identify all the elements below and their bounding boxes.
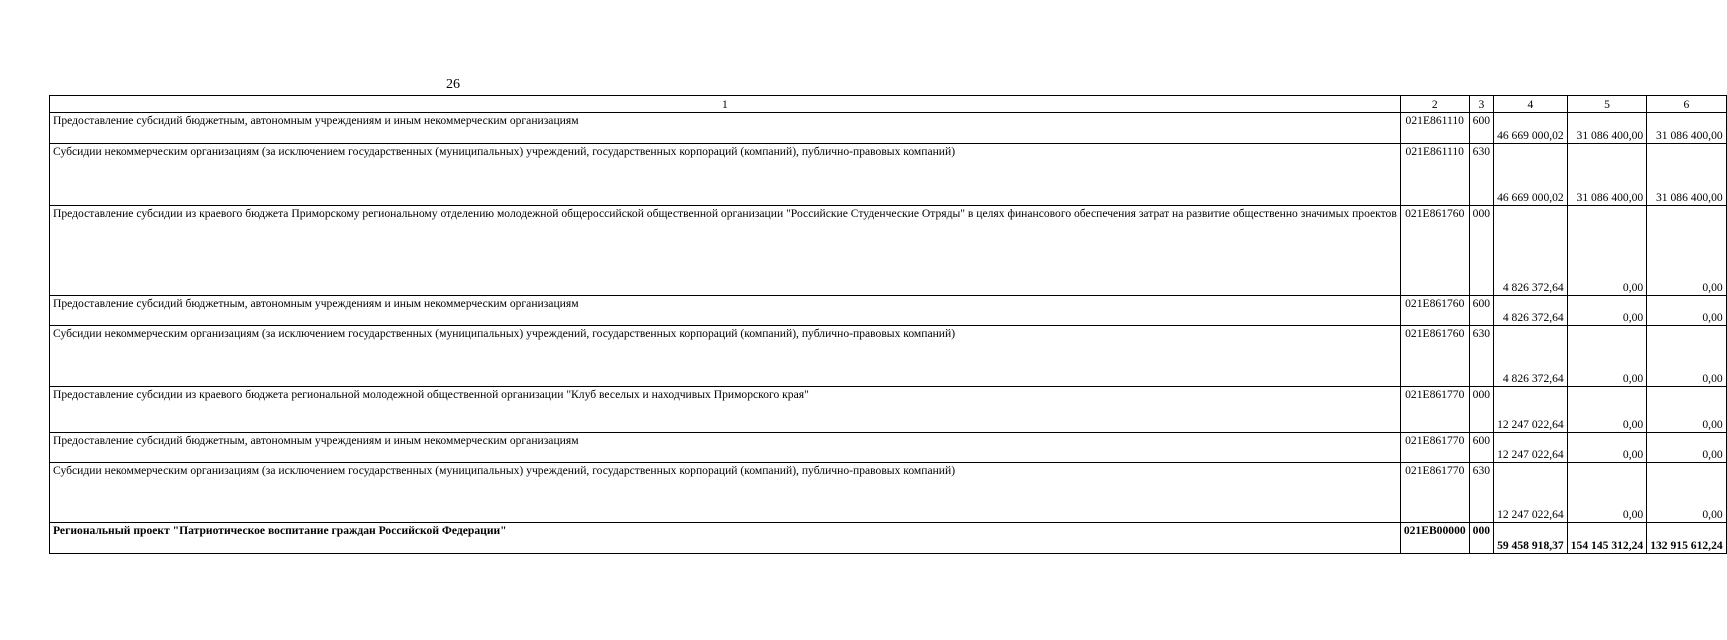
row-target-code: 021E861110: [1400, 144, 1469, 206]
row-target-code: 021E861760: [1400, 206, 1469, 296]
row-name: Субсидии некоммерческим организациям (за исключением государственных (муниципальных) учреждений, государственных корпораций (компаний), публично-правовых компаний): [50, 326, 1401, 387]
page-number: 26: [446, 77, 460, 92]
row-target-code: 021E861770: [1400, 433, 1469, 463]
row-amount-6: 0,00: [1647, 206, 1726, 296]
budget-table: [49, 95, 1727, 554]
row-amount-4: 46 669 000,02: [1494, 144, 1568, 206]
row-amount-6: 31 086 400,00: [1647, 144, 1726, 206]
row-expense-type: 630: [1469, 463, 1493, 523]
row-amount-6: 0,00: [1647, 463, 1726, 523]
row-amount-6: 0,00: [1647, 326, 1726, 387]
row-name: Предоставление субсидий бюджетным, автономным учреждениям и иным некоммерческим организациям: [50, 113, 1401, 144]
row-target-code: 021E861770: [1400, 463, 1469, 523]
row-target-code: 021E861760: [1400, 296, 1469, 326]
column-header-3: 3: [1469, 96, 1493, 113]
table-row: [50, 144, 1727, 206]
row-expense-type: 600: [1469, 113, 1493, 144]
row-name: Предоставление субсидий бюджетным, автономным учреждениям и иным некоммерческим организациям: [50, 296, 1401, 326]
table-row: [50, 463, 1727, 523]
row-name: Предоставление субсидии из краевого бюджета Приморскому региональному отделению молодежной общероссийской общественной организации "Российские Студенческие Отряды" в целях финансового обеспечения затрат на развитие общественно значимых проектов: [50, 206, 1401, 296]
row-amount-4: 4 826 372,64: [1494, 326, 1568, 387]
row-name: Предоставление субсидий бюджетным, автономным учреждениям и иным некоммерческим организациям: [50, 433, 1401, 463]
column-header-5: 5: [1567, 96, 1646, 113]
row-amount-6: 0,00: [1647, 433, 1726, 463]
row-amount-4: 12 247 022,64: [1494, 463, 1568, 523]
row-amount-5: 31 086 400,00: [1567, 113, 1646, 144]
row-amount-6: 31 086 400,00: [1647, 113, 1726, 144]
row-amount-5: 0,00: [1567, 206, 1646, 296]
row-amount-5: 31 086 400,00: [1567, 144, 1646, 206]
row-amount-6: 132 915 612,24: [1647, 523, 1726, 554]
row-expense-type: 630: [1469, 326, 1493, 387]
column-header-1: 1: [50, 96, 1401, 113]
table-row: [50, 113, 1727, 144]
row-expense-type: 000: [1469, 206, 1493, 296]
row-amount-5: 0,00: [1567, 296, 1646, 326]
row-target-code: 021E861760: [1400, 326, 1469, 387]
row-amount-5: 0,00: [1567, 433, 1646, 463]
table-row: [50, 387, 1727, 433]
row-name: Субсидии некоммерческим организациям (за исключением государственных (муниципальных) учреждений, государственных корпораций (компаний), публично-правовых компаний): [50, 463, 1401, 523]
row-name: Региональный проект "Патриотическое воспитание граждан Российской Федерации": [50, 523, 1401, 554]
row-expense-type: 000: [1469, 523, 1493, 554]
row-name: Субсидии некоммерческим организациям (за исключением государственных (муниципальных) учреждений, государственных корпораций (компаний), публично-правовых компаний): [50, 144, 1401, 206]
row-amount-4: 46 669 000,02: [1494, 113, 1568, 144]
row-amount-4: 4 826 372,64: [1494, 206, 1568, 296]
row-amount-4: 4 826 372,64: [1494, 296, 1568, 326]
row-amount-5: 0,00: [1567, 387, 1646, 433]
table-row: [50, 206, 1727, 296]
row-target-code: 021E861110: [1400, 113, 1469, 144]
row-amount-6: 0,00: [1647, 387, 1726, 433]
row-amount-4: 12 247 022,64: [1494, 433, 1568, 463]
row-name: Предоставление субсидии из краевого бюджета региональной молодежной общественной организации "Клуб веселых и находчивых Приморского края": [50, 387, 1401, 433]
table-row: [50, 296, 1727, 326]
row-amount-5: 0,00: [1567, 463, 1646, 523]
row-target-code: 021EB00000: [1400, 523, 1469, 554]
header-row: [50, 96, 1727, 113]
row-expense-type: 600: [1469, 433, 1493, 463]
row-amount-4: 12 247 022,64: [1494, 387, 1568, 433]
row-amount-4: 59 458 918,37: [1494, 523, 1568, 554]
table-row-total: [50, 523, 1727, 554]
row-amount-5: 154 145 312,24: [1567, 523, 1646, 554]
column-header-2: 2: [1400, 96, 1469, 113]
row-expense-type: 630: [1469, 144, 1493, 206]
row-target-code: 021E861770: [1400, 387, 1469, 433]
row-expense-type: 000: [1469, 387, 1493, 433]
table-row: [50, 433, 1727, 463]
row-amount-6: 0,00: [1647, 296, 1726, 326]
table-row: [50, 326, 1727, 387]
row-amount-5: 0,00: [1567, 326, 1646, 387]
row-expense-type: 600: [1469, 296, 1493, 326]
column-header-6: 6: [1647, 96, 1726, 113]
column-header-4: 4: [1494, 96, 1568, 113]
